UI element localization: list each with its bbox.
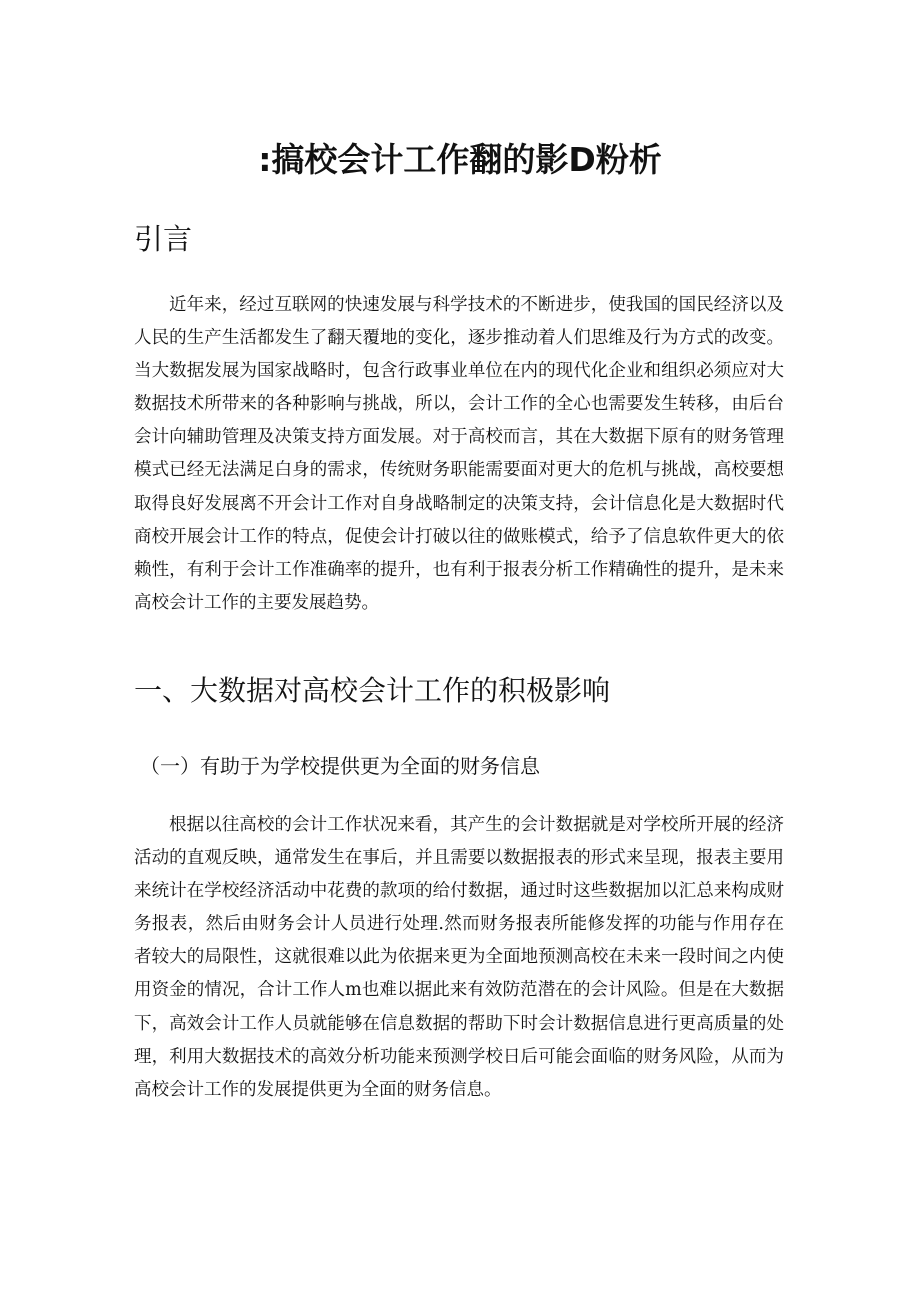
document-title: :搞校会计工作翻的影D粉析 — [258, 140, 662, 179]
subsection-1-paragraph: 根据以往高校的会计工作状况来看，其产生的会计数据就是对学校所开展的经济活动的直观反映，通常发生在事后，并且需要以数据报表的形式来呈现，报表主要用来统计在学校经济活动中花费的款项的给付数据，通过时这些数据加以汇总来构成财务报表，然后由财务会计人员进行处理.然而财务报表所能修发挥的功能与作用存在者较大的局限性，这就很难以此为依据来更为全面地预测高校在未来一段时间之内使用资金的情况，合计工作人m也难以据此来有效防范潜在的会计风险。但是在大数据下，高效会计工作人员就能够在信息数据的帮助下时会计数据信息进行更高质量的处理，利用大数据技术的高效分析功能来预测学校日后可能会面临的财务风险，从而为高校会计工作的发展提供更为全面的财务信息。 — [134, 815, 784, 1100]
subsection-1-heading: （一）有助于为学校提供更为全面的财务信息 — [140, 754, 540, 778]
section-1-heading: 一、大数据对高校会计工作的积极影响 — [134, 674, 611, 707]
intro-paragraph: 近年来，经过互联网的快速发展与科学技术的不断进步，使我国的国民经济以及人民的生产生活都发生了翻天覆地的变化，逐步推动着人们思维及行为方式的改变。当大数据发展为国家战略时，包含行政事业单位在内的现代化企业和组织必须应对大数据技术所带来的各种影响与挑战，所以，会计工作的全心也需要发生转移，由后台会计向辅助管理及决策支持方面发展。对于高校而言，其在大数据下原有的财务管理模式已经无法满足白身的需求，传统财务职能需要面对更大的危机与挑战，高校要想取得良好发展离不开会计工作对自身战略制定的决策支持，会计信息化是大数据时代商校开展会计工作的特点，促使会计打破以往的做账模式，给予了信息软件更大的依赖性，有利于会计工作准确率的提升，也有利于报表分析工作精确性的提升，是未来高校会计工作的主要发展趋势。 — [134, 295, 784, 613]
intro-heading: 引言 — [134, 222, 193, 256]
